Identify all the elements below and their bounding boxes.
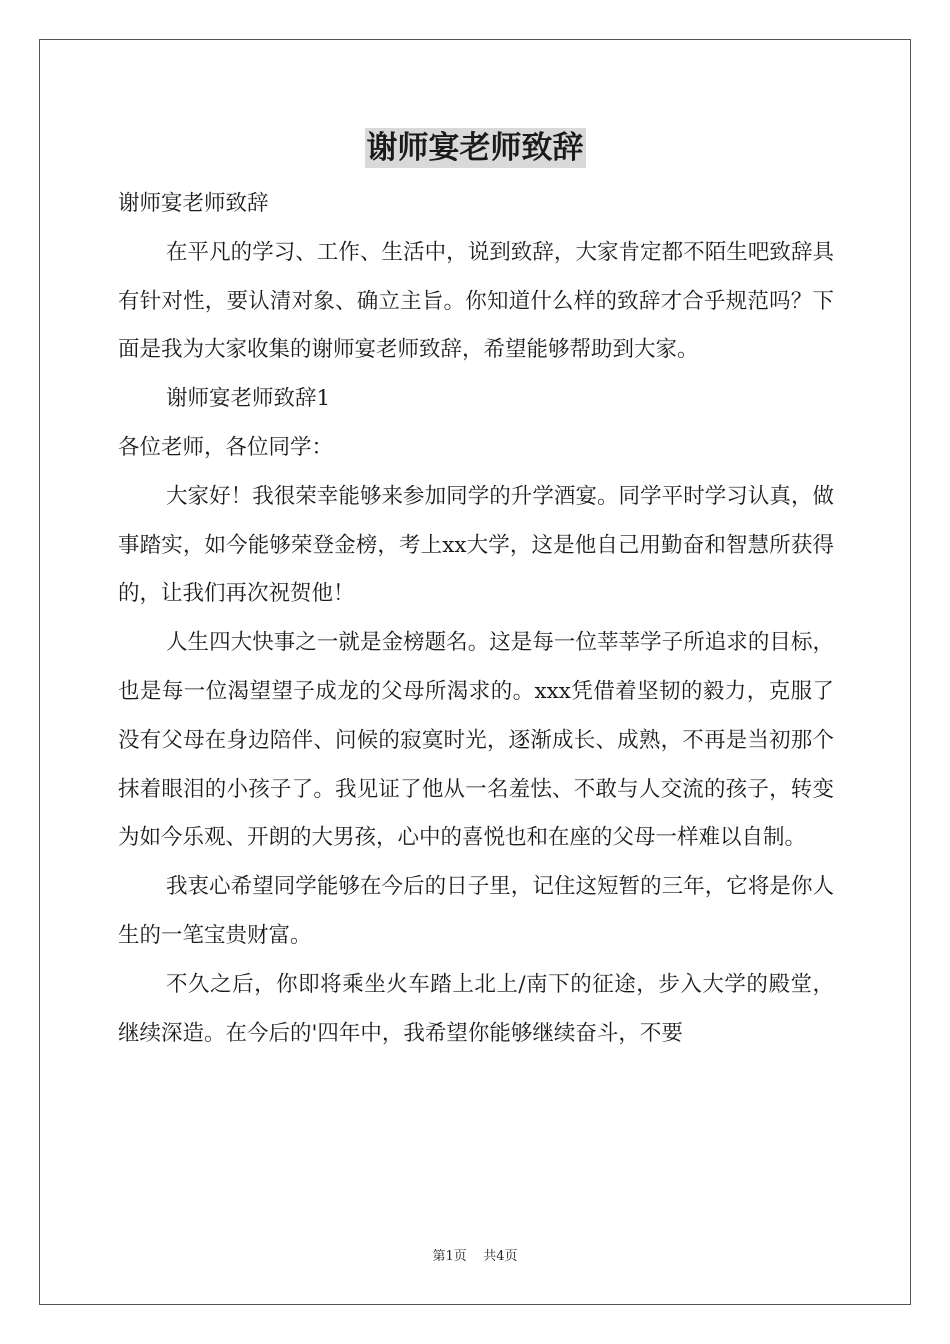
document-body	[118, 180, 834, 1058]
paragraph: 我衷心希望同学能够在今后的日子里，记住这短暂的三年，它将是你人生的一笔宝贵财富。	[118, 874, 834, 948]
page-footer	[0, 1245, 950, 1264]
page-number: 第1页	[432, 1249, 467, 1264]
paragraph: 人生四大快事之一就是金榜题名。这是每一位莘莘学子所追求的目标，也是每一位渴望望子成龙的父母所渴求的。xxx凭借着坚韧的毅力，克服了没有父母在身边陪伴、问候的寂寞时光，逐渐成长、成熟，不再是当初那个抹着眼泪的小孩子了。我见证了他从一名羞怯、不敢与人交流的孩子，转变为如今乐观、开朗的大男孩，心中的喜悦也和在座的父母一样难以自制。	[118, 630, 834, 851]
title-container	[0, 128, 950, 168]
section-heading: 谢师宴老师致辞1	[166, 386, 331, 412]
paragraph: 大家好！我很荣幸能够来参加同学的升学酒宴。同学平时学习认真，做事踏实，如今能够荣登金榜，考上xx大学，这是他自己用勤奋和智慧所获得的，让我们再次祝贺他！	[118, 483, 834, 607]
paragraph: 不久之后，你即将乘坐火车踏上北上/南下的征途，步入大学的殿堂，继续深造。在今后的'四年中，我希望你能够继续奋斗，不要	[118, 971, 834, 1046]
paragraph: 在平凡的学习、工作、生活中，说到致辞，大家肯定都不陌生吧致辞具有针对性，要认清对象、确立主旨。你知道什么样的致辞才合乎规范吗？下面是我为大家收集的谢师宴老师致辞，希望能够帮助到大家。	[118, 239, 834, 363]
document-title: 谢师宴老师致辞	[366, 130, 584, 166]
page-total: 共4页	[483, 1249, 518, 1264]
salutation: 各位老师，各位同学：	[118, 434, 334, 460]
paragraph: 谢师宴老师致辞	[118, 191, 269, 216]
